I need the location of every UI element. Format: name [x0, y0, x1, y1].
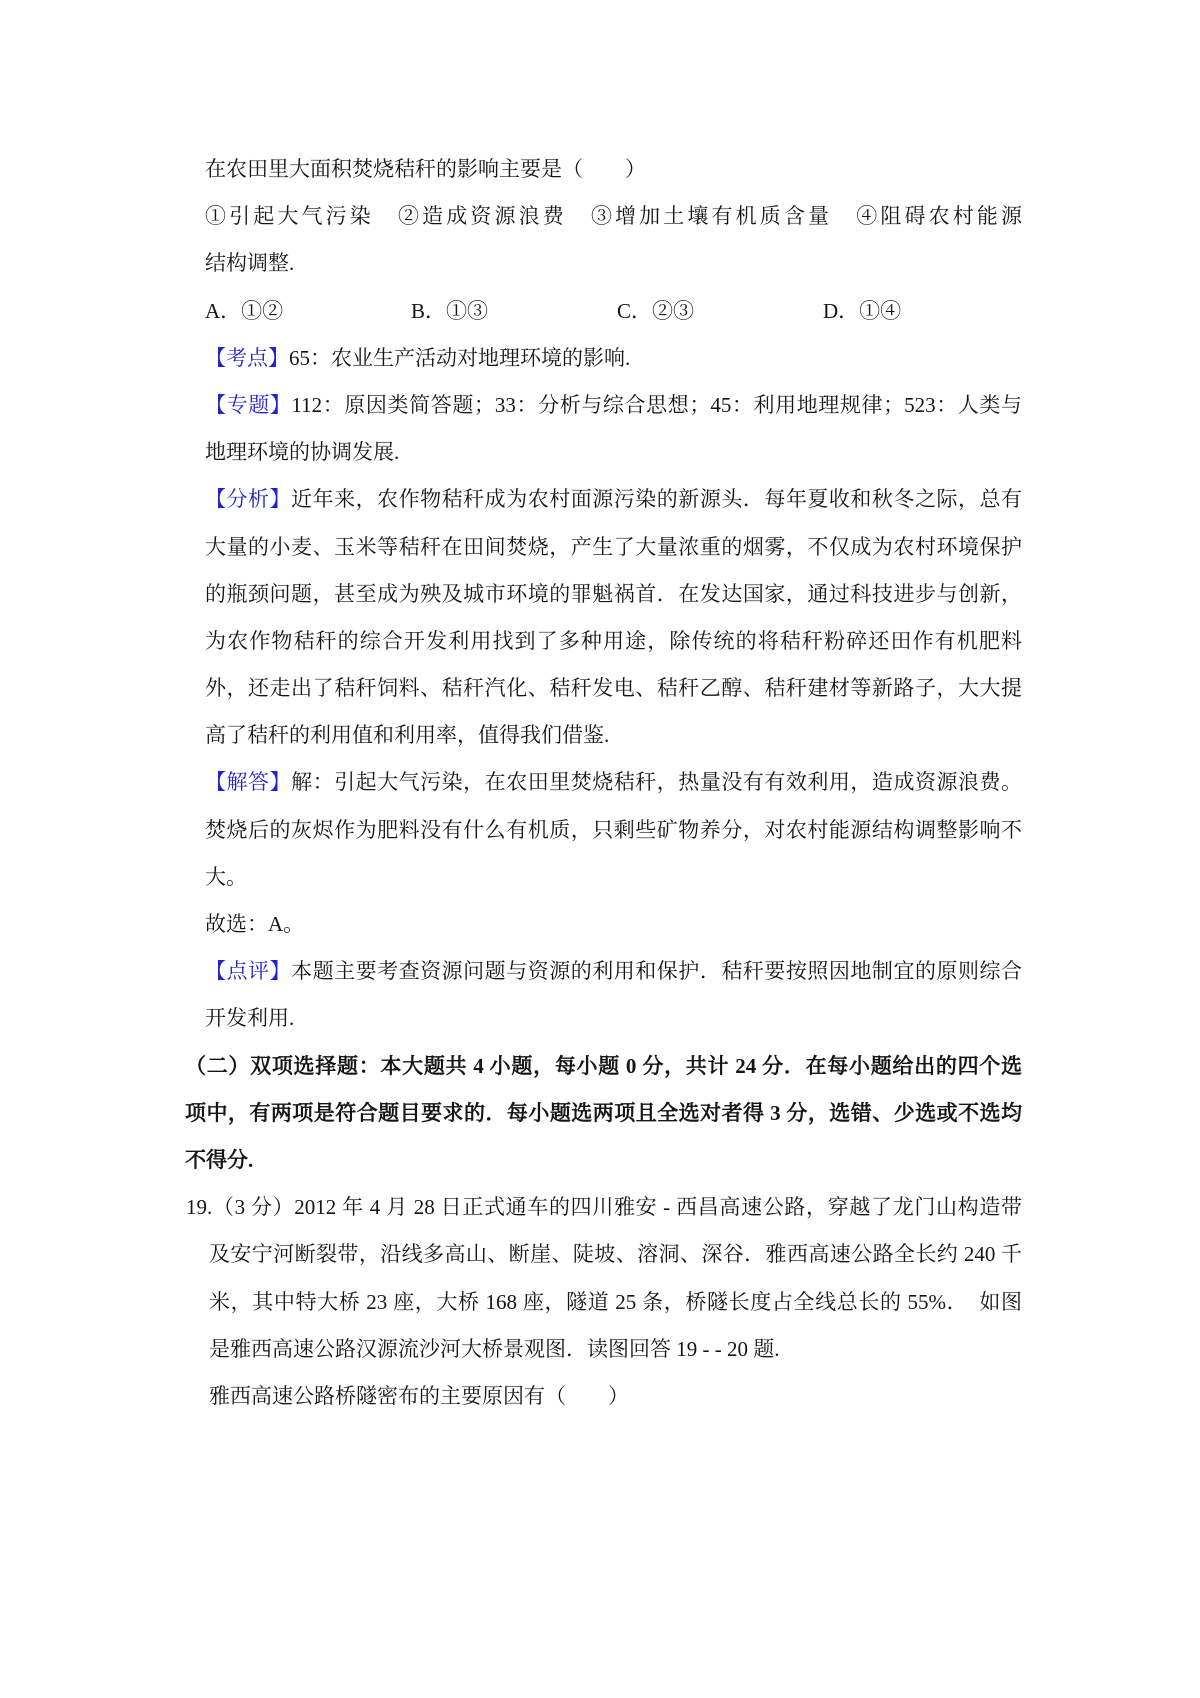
- answer-conclusion: 故选：A。: [205, 912, 305, 936]
- dianping-line-1: [205, 948, 1022, 995]
- question19-line-1: 19.（3 分）2012 年 4 月 28 日正式通车的四川雅安 - 西昌高速公路，穿越了龙门山构造带: [186, 1195, 1022, 1220]
- fenxi-line-4: 为农作物秸秆的综合开发利用找到了多种用途，除传统的将秸秆粉碎还田作有机肥料: [205, 628, 1022, 653]
- zhuanti-line-2: 地理环境的协调发展.: [205, 440, 400, 465]
- fenxi-line-6: 高了秸秆的利用值和利用率，值得我们借鉴.: [205, 723, 610, 748]
- dianping-text: 本题主要考查资源问题与资源的利用和保护．秸秆要按照因地制宜的原则综合: [291, 959, 1022, 984]
- option-b: B．①③: [411, 298, 489, 323]
- section-header-line-1: （二）双项选择题：本大题共 4 小题，每小题 0 分，共计 24 分．在每小题给出的四个选: [185, 1053, 1022, 1078]
- options-row: [205, 288, 1022, 335]
- question19-line-4: 是雅西高速公路汉源流沙河大桥景观图．读图回答 19 - - 20 题.: [209, 1336, 780, 1361]
- kaodian-text: 65：农业生产活动对地理环境的影响.: [289, 345, 631, 370]
- section-header-line-2: 项中，有两项是符合题目要求的．每小题选两项且全选对者得 3 分，选错、少选或不选均: [185, 1100, 1022, 1125]
- jieda-line-3: 大。: [205, 864, 247, 889]
- question19-line-2: 及安宁河断裂带，沿线多高山、断崖、陡坡、溶洞、深谷．雅西高速公路全长约 240 千: [209, 1242, 1022, 1267]
- jieda-line-1: [205, 759, 1022, 806]
- kaodian-tag: 【考点】: [205, 345, 289, 370]
- kaodian-line: [205, 335, 1022, 382]
- zhuanti-line-1: [205, 382, 1022, 429]
- jieda-line-2: 焚烧后的灰烬作为肥料没有什么有机质，只剩些矿物养分，对农村能源结构调整影响不: [205, 817, 1022, 842]
- zhuanti-text: 112：原因类简答题；33：分析与综合思想；45：利用地理规律；523：人类与: [291, 392, 1022, 417]
- fenxi-line-5: 外，还走出了秸秆饲料、秸秆汽化、秸秆发电、秸秆乙醇、秸秆建材等新路子，大大提: [205, 676, 1022, 701]
- section-header-line-3: 不得分.: [185, 1147, 254, 1172]
- dianping-line-2: 开发利用.: [205, 1006, 295, 1031]
- question19-stem: 雅西高速公路桥隧密布的主要原因有（ ）: [209, 1383, 629, 1408]
- fenxi-line-3: 的瓶颈问题，甚至成为殃及城市环境的罪魁祸首．在发达国家，通过科技进步与创新，: [205, 581, 1022, 606]
- option-d: D．①④: [823, 298, 902, 323]
- zhuanti-tag: 【专题】: [205, 392, 292, 417]
- question19-line-3: 米，其中特大桥 23 座，大桥 168 座，隧道 25 条，桥隧长度占全线总长的 55%． 如图: [209, 1289, 1022, 1314]
- fenxi-line-2: 大量的小麦、玉米等秸秆在田间焚烧，产生了大量浓重的烟雾，不仅成为农村环境保护: [205, 534, 1022, 559]
- fenxi-text: 近年来，农作物秸秆成为农村面源污染的新源头．每年夏收和秋冬之际，总有: [291, 487, 1022, 512]
- fenxi-line-1: [205, 476, 1022, 523]
- jieda-text: 解：引起大气污染，在农田里焚烧秸秆，热量没有有效利用，造成资源浪费。: [291, 770, 1022, 795]
- dianping-tag: 【点评】: [205, 959, 292, 984]
- jieda-tag: 【解答】: [205, 770, 292, 795]
- question-stem: 在农田里大面积焚烧秸秆的影响主要是（ ）: [205, 157, 646, 181]
- choice-items-line: ①引起大气污染 ②造成资源浪费 ③增加土壤有机质含量 ④阻碍农村能源: [205, 204, 1022, 229]
- option-a: A．①②: [205, 298, 284, 323]
- fenxi-tag: 【分析】: [205, 487, 292, 512]
- option-c: C．②③: [617, 298, 695, 323]
- choice-items-wrap-line: 结构调整.: [205, 251, 295, 276]
